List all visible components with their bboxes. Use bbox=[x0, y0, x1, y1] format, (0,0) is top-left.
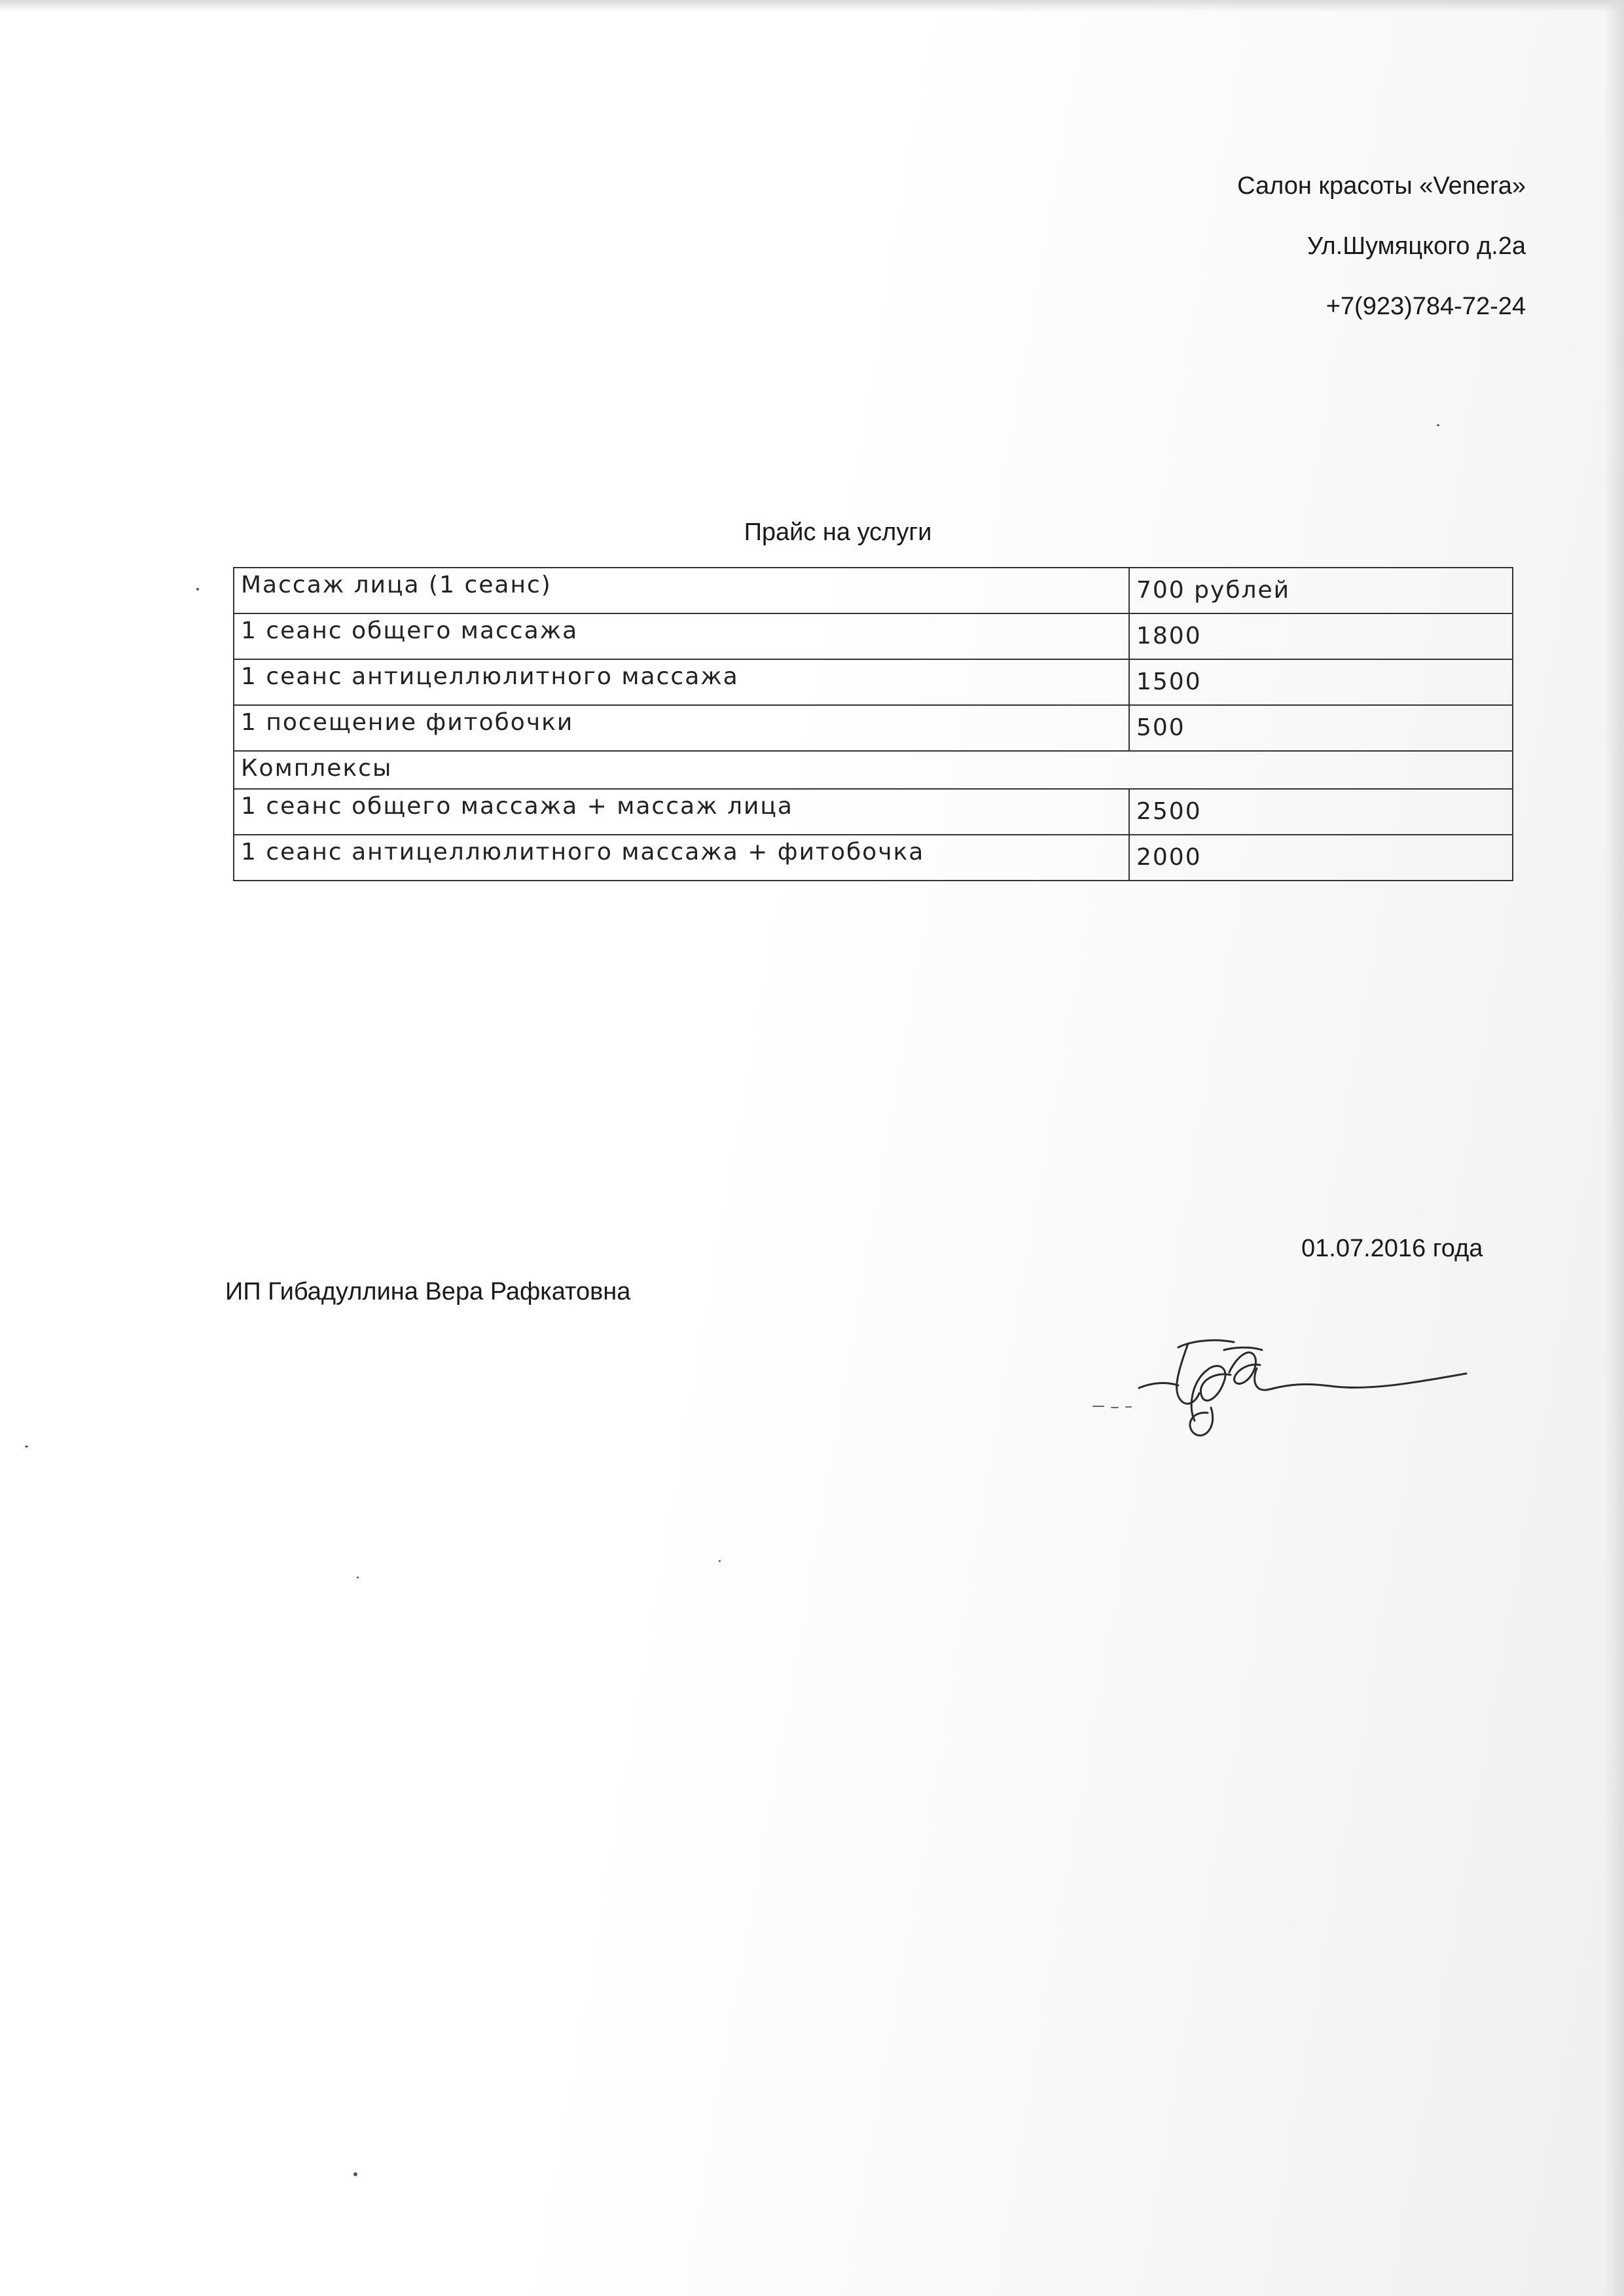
table-row bbox=[234, 835, 1513, 881]
table-row bbox=[234, 789, 1513, 835]
service-cell: 1 сеанс общего массажа + массаж лица bbox=[234, 789, 1129, 835]
signature-icon bbox=[1080, 1309, 1486, 1460]
scan-speck bbox=[25, 1446, 28, 1448]
price-cell: 1800 bbox=[1129, 613, 1513, 659]
price-cell: 1500 bbox=[1129, 659, 1513, 705]
service-cell: 1 сеанс общего массажа bbox=[234, 613, 1129, 659]
service-cell: 1 сеанс антицеллюлитного массажа bbox=[234, 659, 1129, 705]
table-row bbox=[234, 705, 1513, 751]
document-date: 01.07.2016 года bbox=[1301, 1235, 1483, 1262]
salon-name: Салон красоты «Venera» bbox=[1237, 172, 1526, 200]
document-title: Прайс на услуги bbox=[744, 519, 932, 546]
salon-phone: +7(923)784-72-24 bbox=[1326, 293, 1526, 320]
scan-speck bbox=[357, 1576, 359, 1578]
scan-speck bbox=[1437, 424, 1439, 426]
table-row bbox=[234, 659, 1513, 705]
service-cell: Массаж лица (1 сеанс) bbox=[234, 568, 1129, 613]
price-cell: 2500 bbox=[1129, 789, 1513, 835]
price-cell: 2000 bbox=[1129, 835, 1513, 881]
salon-address: Ул.Шумяцкого д.2а bbox=[1307, 232, 1526, 260]
price-cell: 500 bbox=[1129, 705, 1513, 751]
table-row bbox=[234, 568, 1513, 613]
table-section-row bbox=[234, 751, 1513, 789]
salon-header bbox=[1237, 156, 1526, 337]
service-cell: 1 сеанс антицеллюлитного массажа + фитобочка bbox=[234, 835, 1129, 881]
service-cell: 1 посещение фитобочки bbox=[234, 705, 1129, 751]
scan-speck bbox=[196, 588, 199, 591]
scan-edge-right bbox=[1604, 0, 1624, 2296]
scan-speck bbox=[719, 1560, 721, 1562]
section-cell: Комплексы bbox=[234, 751, 1513, 789]
price-cell: 700 рублей bbox=[1129, 568, 1513, 613]
signatory-name: ИП Гибадуллина Вера Рафкатовна bbox=[225, 1278, 631, 1305]
scan-edge-top bbox=[0, 0, 1624, 12]
price-table bbox=[233, 567, 1513, 881]
table-row bbox=[234, 613, 1513, 659]
scan-speck bbox=[353, 2172, 357, 2176]
